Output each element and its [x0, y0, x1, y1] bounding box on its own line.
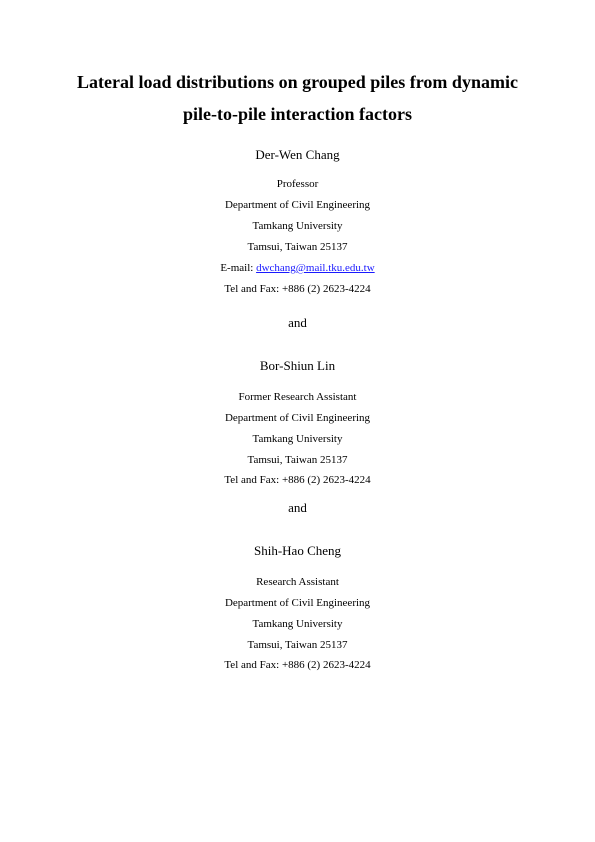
- author-telfax-2: Tel and Fax: +886 (2) 2623-4224: [224, 474, 371, 486]
- paper-title-line-2: pile-to-pile interaction factors: [183, 104, 412, 124]
- author-position-1: Professor: [276, 178, 319, 190]
- author-position-2: Former Research Assistant: [238, 391, 357, 403]
- author-department-1: Department of Civil Engineering: [224, 199, 371, 211]
- author-telfax-1: Tel and Fax: +886 (2) 2623-4224: [224, 283, 371, 295]
- author-position-3: Research Assistant: [256, 576, 339, 588]
- author-university-1: Tamkang University: [252, 220, 343, 232]
- author-address-1: Tamsui, Taiwan 25137: [247, 241, 348, 253]
- author-address-2: Tamsui, Taiwan 25137: [247, 454, 348, 466]
- author-department-2: Department of Civil Engineering: [224, 412, 371, 424]
- author-separator-2: and: [288, 500, 307, 515]
- email-link[interactable]: dwchang@mail.tku.edu.tw: [256, 262, 375, 274]
- author-telfax-3: Tel and Fax: +886 (2) 2623-4224: [224, 659, 371, 671]
- author-address-3: Tamsui, Taiwan 25137: [247, 639, 348, 651]
- author-university-2: Tamkang University: [252, 433, 343, 445]
- author-name-1: Der-Wen Chang: [255, 147, 340, 162]
- email-label: E-mail:: [220, 262, 257, 274]
- author-email-line-1: [0, 262, 595, 274]
- author-department-3: Department of Civil Engineering: [224, 597, 371, 609]
- author-name-2: Bor-Shiun Lin: [259, 358, 336, 373]
- author-university-3: Tamkang University: [252, 618, 343, 630]
- author-separator-1: and: [288, 315, 307, 330]
- author-name-3: Shih-Hao Cheng: [253, 543, 342, 558]
- paper-title-line-1: Lateral load distributions on grouped piles from dynamic: [77, 72, 518, 92]
